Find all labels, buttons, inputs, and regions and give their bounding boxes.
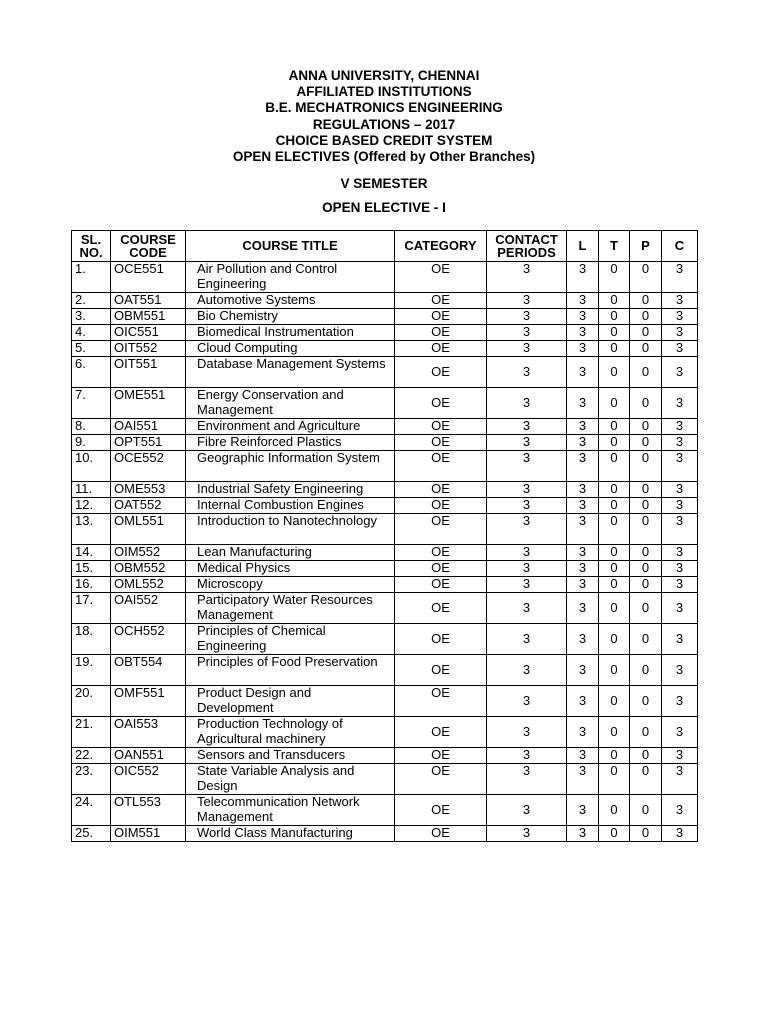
category-cell: OE — [395, 545, 487, 561]
col-header-l: L — [567, 231, 599, 262]
title-cell: Introduction to Nanotechnology — [186, 514, 395, 545]
electives-subtitle: OPEN ELECTIVES (Offered by Other Branches) — [232, 149, 536, 165]
code-cell: OIC552 — [111, 764, 186, 795]
t-cell: 0 — [599, 293, 630, 309]
sl-cell: 12. — [72, 498, 111, 514]
periods-cell: 3 — [487, 341, 567, 357]
l-cell: 3 — [567, 435, 599, 451]
p-cell: 0 — [630, 419, 662, 435]
table-row — [72, 341, 698, 357]
t-cell: 0 — [599, 514, 630, 545]
sl-cell: 15. — [72, 561, 111, 577]
code-cell: OAT552 — [111, 498, 186, 514]
p-cell: 0 — [630, 624, 662, 655]
periods-cell: 3 — [487, 309, 567, 325]
l-cell: 3 — [567, 341, 599, 357]
credit-system: CHOICE BASED CREDIT SYSTEM — [275, 132, 493, 148]
sl-cell: 11. — [72, 482, 111, 498]
title-cell: Bio Chemistry — [186, 309, 395, 325]
code-cell: OBT554 — [111, 655, 186, 686]
table-row — [72, 577, 698, 593]
p-cell: 0 — [630, 293, 662, 309]
title-cell: Energy Conservation and Management — [186, 388, 395, 419]
code-cell: OBM551 — [111, 309, 186, 325]
category-cell: OE — [395, 686, 487, 717]
periods-cell: 3 — [487, 624, 567, 655]
table-row — [72, 309, 698, 325]
l-cell: 3 — [567, 593, 599, 624]
university-name: ANNA UNIVERSITY, CHENNAI — [288, 68, 480, 83]
elective-title: OPEN ELECTIVE - I — [322, 200, 446, 215]
code-cell: OAI551 — [111, 419, 186, 435]
l-cell: 3 — [567, 795, 599, 826]
title-cell: Cloud Computing — [186, 341, 395, 357]
l-cell: 3 — [567, 561, 599, 577]
code-cell: OIM551 — [111, 826, 186, 842]
table-row — [72, 593, 698, 624]
p-cell: 0 — [630, 795, 662, 826]
p-cell: 0 — [630, 764, 662, 795]
c-cell: 3 — [662, 341, 698, 357]
l-cell: 3 — [567, 388, 599, 419]
l-cell: 3 — [567, 624, 599, 655]
p-cell: 0 — [630, 482, 662, 498]
sl-cell: 21. — [72, 717, 111, 748]
table-row — [72, 293, 698, 309]
code-cell: OAI552 — [111, 593, 186, 624]
table-row — [72, 451, 698, 482]
p-cell: 0 — [630, 435, 662, 451]
c-cell: 3 — [662, 293, 698, 309]
category-cell: OE — [395, 561, 487, 577]
table-row — [72, 686, 698, 717]
table-row — [72, 545, 698, 561]
c-cell: 3 — [662, 262, 698, 293]
category-cell: OE — [395, 748, 487, 764]
category-cell: OE — [395, 419, 487, 435]
p-cell: 0 — [630, 655, 662, 686]
code-cell: OTL553 — [111, 795, 186, 826]
sl-cell: 18. — [72, 624, 111, 655]
sl-cell: 10. — [72, 451, 111, 482]
title-cell: Lean Manufacturing — [186, 545, 395, 561]
t-cell: 0 — [599, 826, 630, 842]
c-cell: 3 — [662, 655, 698, 686]
sl-cell: 19. — [72, 655, 111, 686]
category-cell: OE — [395, 577, 487, 593]
periods-cell: 3 — [487, 482, 567, 498]
title-cell: Medical Physics — [186, 561, 395, 577]
c-cell: 3 — [662, 826, 698, 842]
l-cell: 3 — [567, 655, 599, 686]
l-cell: 3 — [567, 686, 599, 717]
code-cell: OME551 — [111, 388, 186, 419]
c-cell: 3 — [662, 451, 698, 482]
category-cell: OE — [395, 388, 487, 419]
category-cell: OE — [395, 482, 487, 498]
c-cell: 3 — [662, 309, 698, 325]
category-cell: OE — [395, 309, 487, 325]
code-cell: OIC551 — [111, 325, 186, 341]
code-cell: OIM552 — [111, 545, 186, 561]
table-row — [72, 498, 698, 514]
periods-cell: 3 — [487, 795, 567, 826]
sl-cell: 24. — [72, 795, 111, 826]
t-cell: 0 — [599, 309, 630, 325]
sl-cell: 22. — [72, 748, 111, 764]
t-cell: 0 — [599, 419, 630, 435]
sl-cell: 5. — [72, 341, 111, 357]
p-cell: 0 — [630, 514, 662, 545]
periods-cell: 3 — [487, 561, 567, 577]
l-cell: 3 — [567, 826, 599, 842]
t-cell: 0 — [599, 748, 630, 764]
l-cell: 3 — [567, 262, 599, 293]
t-cell: 0 — [599, 482, 630, 498]
category-cell: OE — [395, 341, 487, 357]
periods-cell: 3 — [487, 545, 567, 561]
col-header-periods: CONTACT PERIODS — [487, 231, 567, 262]
t-cell: 0 — [599, 764, 630, 795]
periods-cell: 3 — [487, 748, 567, 764]
title-cell: World Class Manufacturing — [186, 826, 395, 842]
code-cell: OAI553 — [111, 717, 186, 748]
col-header-sl: SL. NO. — [72, 231, 111, 262]
sl-cell: 9. — [72, 435, 111, 451]
l-cell: 3 — [567, 451, 599, 482]
table-row — [72, 357, 698, 388]
t-cell: 0 — [599, 686, 630, 717]
periods-cell: 3 — [487, 435, 567, 451]
p-cell: 0 — [630, 341, 662, 357]
p-cell: 0 — [630, 498, 662, 514]
l-cell: 3 — [567, 325, 599, 341]
title-cell: Internal Combustion Engines — [186, 498, 395, 514]
t-cell: 0 — [599, 717, 630, 748]
l-cell: 3 — [567, 498, 599, 514]
t-cell: 0 — [599, 577, 630, 593]
programme-name: B.E. MECHATRONICS ENGINEERING — [265, 100, 503, 116]
category-cell: OE — [395, 764, 487, 795]
sl-cell: 25. — [72, 826, 111, 842]
title-cell: Environment and Agriculture — [186, 419, 395, 435]
title-cell: Air Pollution and Control Engineering — [186, 262, 395, 293]
code-cell: OML551 — [111, 514, 186, 545]
table-row — [72, 388, 698, 419]
periods-cell: 3 — [487, 419, 567, 435]
title-cell: Product Design and Development — [186, 686, 395, 717]
sl-cell: 14. — [72, 545, 111, 561]
c-cell: 3 — [662, 545, 698, 561]
c-cell: 3 — [662, 686, 698, 717]
code-cell: OIT552 — [111, 341, 186, 357]
regulations: REGULATIONS – 2017 — [312, 116, 456, 132]
sl-cell: 6. — [72, 357, 111, 388]
category-cell: OE — [395, 293, 487, 309]
sl-cell: 20. — [72, 686, 111, 717]
semester-title: V SEMESTER — [340, 176, 428, 191]
table-row — [72, 561, 698, 577]
table-row — [72, 435, 698, 451]
periods-cell: 3 — [487, 655, 567, 686]
title-cell: Fibre Reinforced Plastics — [186, 435, 395, 451]
col-header-p: P — [630, 231, 662, 262]
periods-cell: 3 — [487, 764, 567, 795]
table-row — [72, 764, 698, 795]
title-cell: Sensors and Transducers — [186, 748, 395, 764]
sl-cell: 17. — [72, 593, 111, 624]
table-row — [72, 655, 698, 686]
t-cell: 0 — [599, 655, 630, 686]
institution-type: AFFILIATED INSTITUTIONS — [296, 84, 472, 100]
category-cell: OE — [395, 435, 487, 451]
periods-cell: 3 — [487, 357, 567, 388]
table-row — [72, 624, 698, 655]
sl-cell: 2. — [72, 293, 111, 309]
category-cell: OE — [395, 593, 487, 624]
c-cell: 3 — [662, 419, 698, 435]
periods-cell: 3 — [487, 577, 567, 593]
p-cell: 0 — [630, 577, 662, 593]
periods-cell: 3 — [487, 717, 567, 748]
t-cell: 0 — [599, 388, 630, 419]
l-cell: 3 — [567, 482, 599, 498]
category-cell: OE — [395, 498, 487, 514]
category-cell: OE — [395, 624, 487, 655]
l-cell: 3 — [567, 419, 599, 435]
l-cell: 3 — [567, 309, 599, 325]
col-header-category: CATEGORY — [395, 231, 487, 262]
table-row — [72, 514, 698, 545]
l-cell: 3 — [567, 577, 599, 593]
p-cell: 0 — [630, 593, 662, 624]
t-cell: 0 — [599, 325, 630, 341]
c-cell: 3 — [662, 482, 698, 498]
periods-cell: 3 — [487, 826, 567, 842]
code-cell: OAT551 — [111, 293, 186, 309]
c-cell: 3 — [662, 593, 698, 624]
title-cell: Telecommunication Network Management — [186, 795, 395, 826]
t-cell: 0 — [599, 795, 630, 826]
table-row — [72, 795, 698, 826]
periods-cell: 3 — [487, 262, 567, 293]
title-cell: Industrial Safety Engineering — [186, 482, 395, 498]
t-cell: 0 — [599, 498, 630, 514]
l-cell: 3 — [567, 748, 599, 764]
t-cell: 0 — [599, 357, 630, 388]
sl-cell: 1. — [72, 262, 111, 293]
title-cell: Automotive Systems — [186, 293, 395, 309]
p-cell: 0 — [630, 545, 662, 561]
category-cell: OE — [395, 451, 487, 482]
c-cell: 3 — [662, 357, 698, 388]
p-cell: 0 — [630, 357, 662, 388]
category-cell: OE — [395, 717, 487, 748]
c-cell: 3 — [662, 435, 698, 451]
t-cell: 0 — [599, 545, 630, 561]
title-cell: Microscopy — [186, 577, 395, 593]
title-cell: Production Technology of Agricultural machinery — [186, 717, 395, 748]
c-cell: 3 — [662, 764, 698, 795]
table-body — [72, 262, 698, 842]
t-cell: 0 — [599, 341, 630, 357]
periods-cell: 3 — [487, 498, 567, 514]
table-row — [72, 419, 698, 435]
col-header-code: COURSE CODE — [111, 231, 186, 262]
title-cell: Participatory Water Resources Management — [186, 593, 395, 624]
title-cell: State Variable Analysis and Design — [186, 764, 395, 795]
periods-cell: 3 — [487, 593, 567, 624]
title-cell: Principles of Chemical Engineering — [186, 624, 395, 655]
sl-cell: 3. — [72, 309, 111, 325]
c-cell: 3 — [662, 388, 698, 419]
col-header-title: COURSE TITLE — [186, 231, 395, 262]
l-cell: 3 — [567, 764, 599, 795]
code-cell: OMF551 — [111, 686, 186, 717]
table-row — [72, 262, 698, 293]
col-header-c: C — [662, 231, 698, 262]
periods-cell: 3 — [487, 293, 567, 309]
p-cell: 0 — [630, 561, 662, 577]
l-cell: 3 — [567, 293, 599, 309]
p-cell: 0 — [630, 717, 662, 748]
c-cell: 3 — [662, 325, 698, 341]
table-row — [72, 748, 698, 764]
t-cell: 0 — [599, 451, 630, 482]
category-cell: OE — [395, 655, 487, 686]
category-cell: OE — [395, 826, 487, 842]
p-cell: 0 — [630, 686, 662, 717]
c-cell: 3 — [662, 514, 698, 545]
sl-cell: 4. — [72, 325, 111, 341]
code-cell: OML552 — [111, 577, 186, 593]
periods-cell: 3 — [487, 451, 567, 482]
code-cell: OBM552 — [111, 561, 186, 577]
l-cell: 3 — [567, 514, 599, 545]
p-cell: 0 — [630, 309, 662, 325]
c-cell: 3 — [662, 624, 698, 655]
l-cell: 3 — [567, 545, 599, 561]
table-row — [72, 325, 698, 341]
sl-cell: 7. — [72, 388, 111, 419]
title-cell: Database Management Systems — [186, 357, 395, 388]
l-cell: 3 — [567, 357, 599, 388]
p-cell: 0 — [630, 826, 662, 842]
sl-cell: 16. — [72, 577, 111, 593]
table-row — [72, 482, 698, 498]
t-cell: 0 — [599, 593, 630, 624]
title-cell: Biomedical Instrumentation — [186, 325, 395, 341]
table-header-row — [72, 231, 698, 262]
p-cell: 0 — [630, 325, 662, 341]
sl-cell: 13. — [72, 514, 111, 545]
t-cell: 0 — [599, 561, 630, 577]
table-row — [72, 717, 698, 748]
code-cell: OPT551 — [111, 435, 186, 451]
c-cell: 3 — [662, 561, 698, 577]
document-heading — [0, 68, 768, 165]
t-cell: 0 — [599, 624, 630, 655]
c-cell: 3 — [662, 717, 698, 748]
p-cell: 0 — [630, 388, 662, 419]
periods-cell: 3 — [487, 325, 567, 341]
title-cell: Principles of Food Preservation — [186, 655, 395, 686]
category-cell: OE — [395, 325, 487, 341]
sl-cell: 8. — [72, 419, 111, 435]
periods-cell: 3 — [487, 388, 567, 419]
periods-cell: 3 — [487, 514, 567, 545]
table-row — [72, 826, 698, 842]
sl-cell: 23. — [72, 764, 111, 795]
code-cell: OCE552 — [111, 451, 186, 482]
courses-table — [71, 230, 698, 842]
t-cell: 0 — [599, 262, 630, 293]
c-cell: 3 — [662, 748, 698, 764]
col-header-t: T — [599, 231, 630, 262]
code-cell: OME553 — [111, 482, 186, 498]
c-cell: 3 — [662, 577, 698, 593]
p-cell: 0 — [630, 262, 662, 293]
category-cell: OE — [395, 795, 487, 826]
code-cell: OAN551 — [111, 748, 186, 764]
t-cell: 0 — [599, 435, 630, 451]
c-cell: 3 — [662, 795, 698, 826]
l-cell: 3 — [567, 717, 599, 748]
code-cell: OCH552 — [111, 624, 186, 655]
category-cell: OE — [395, 262, 487, 293]
title-cell: Geographic Information System — [186, 451, 395, 482]
periods-cell: 3 — [487, 686, 567, 717]
p-cell: 0 — [630, 748, 662, 764]
code-cell: OIT551 — [111, 357, 186, 388]
c-cell: 3 — [662, 498, 698, 514]
p-cell: 0 — [630, 451, 662, 482]
code-cell: OCE551 — [111, 262, 186, 293]
category-cell: OE — [395, 357, 487, 388]
category-cell: OE — [395, 514, 487, 545]
